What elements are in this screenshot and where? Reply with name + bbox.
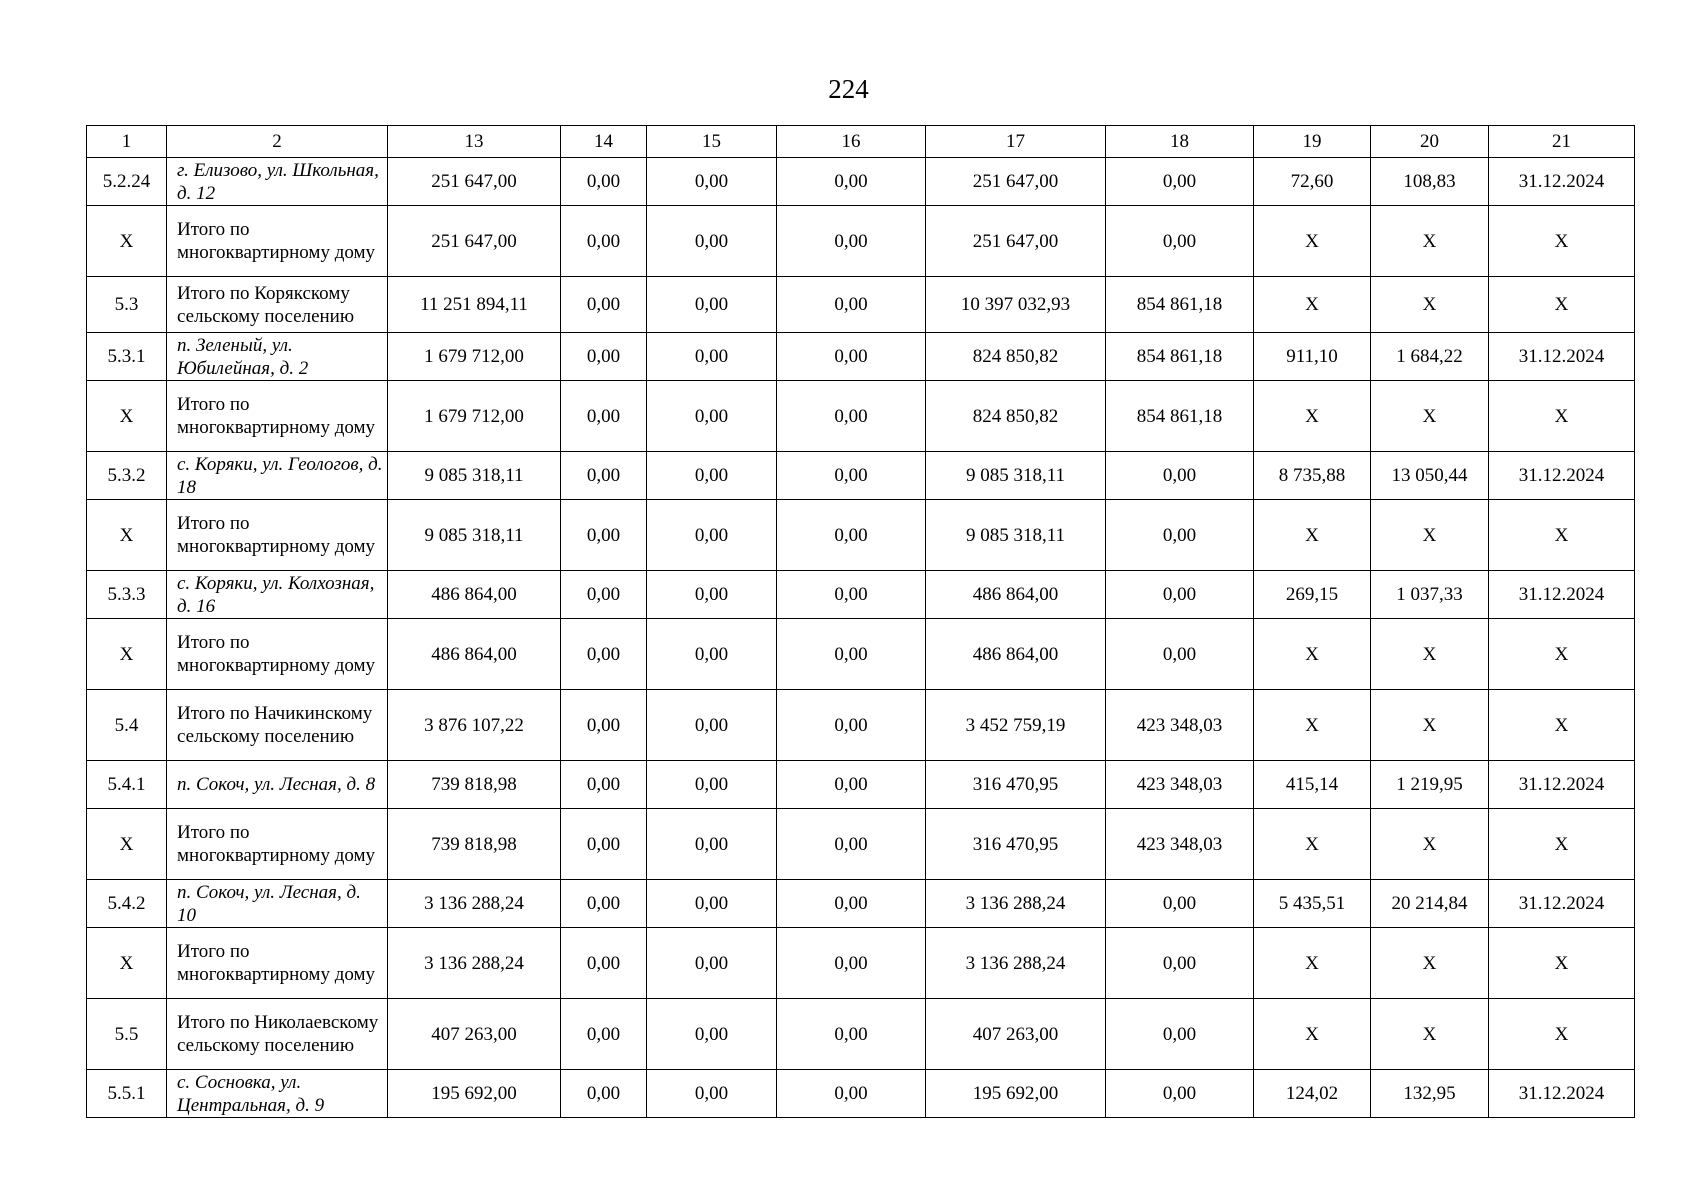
table-cell: Х	[1489, 381, 1635, 452]
table-cell: 0,00	[647, 158, 777, 206]
table-cell: 3 136 288,24	[388, 928, 561, 999]
table-body	[87, 158, 1635, 1118]
page-number: 224	[828, 74, 869, 104]
table-cell: 486 864,00	[388, 619, 561, 690]
column-header: 14	[561, 126, 647, 158]
table-cell: 423 348,03	[1106, 809, 1254, 880]
table-cell: 854 861,18	[1106, 381, 1254, 452]
table-cell: 31.12.2024	[1489, 452, 1635, 500]
table-cell: Х	[1371, 690, 1489, 761]
table-cell: Х	[1489, 999, 1635, 1070]
table-cell: 0,00	[561, 206, 647, 277]
table-row	[87, 761, 1635, 809]
table-cell: 0,00	[777, 158, 926, 206]
table-cell: Х	[1254, 999, 1371, 1070]
table-cell: 739 818,98	[388, 809, 561, 880]
table-cell: Х	[1254, 619, 1371, 690]
table-cell: 9 085 318,11	[926, 500, 1106, 571]
table-cell: 251 647,00	[388, 206, 561, 277]
table-cell: 0,00	[561, 571, 647, 619]
table-cell: 8 735,88	[1254, 452, 1371, 500]
table-row	[87, 277, 1635, 333]
table-cell: 251 647,00	[388, 158, 561, 206]
table-cell: 0,00	[647, 571, 777, 619]
row-number-cell: Х	[87, 500, 167, 571]
column-header: 16	[777, 126, 926, 158]
table-row	[87, 158, 1635, 206]
table-cell: 0,00	[777, 1070, 926, 1118]
row-number-cell: Х	[87, 619, 167, 690]
table-cell: 9 085 318,11	[388, 452, 561, 500]
table-cell: 0,00	[561, 333, 647, 381]
table-cell: 31.12.2024	[1489, 333, 1635, 381]
table-cell: 195 692,00	[926, 1070, 1106, 1118]
row-number-cell: 5.3	[87, 277, 167, 333]
table-cell: 0,00	[1106, 158, 1254, 206]
table-cell: 0,00	[647, 880, 777, 928]
address-cell: г. Елизово, ул. Школьная, д. 12	[167, 158, 388, 206]
table-cell: 0,00	[1106, 1070, 1254, 1118]
table-cell: 0,00	[647, 1070, 777, 1118]
table-cell: 13 050,44	[1371, 452, 1489, 500]
table-row	[87, 206, 1635, 277]
table-cell: 9 085 318,11	[926, 452, 1106, 500]
table-cell: Х	[1371, 500, 1489, 571]
row-number-cell: 5.3.2	[87, 452, 167, 500]
table-cell: 486 864,00	[388, 571, 561, 619]
table-cell: 486 864,00	[926, 619, 1106, 690]
table-cell: 0,00	[561, 277, 647, 333]
table-cell: 423 348,03	[1106, 761, 1254, 809]
table-cell: 316 470,95	[926, 809, 1106, 880]
table-cell: Х	[1489, 277, 1635, 333]
table-cell: 11 251 894,11	[388, 277, 561, 333]
table-cell: 20 214,84	[1371, 880, 1489, 928]
address-cell: п. Зеленый, ул. Юбилейная, д. 2	[167, 333, 388, 381]
table-cell: 0,00	[647, 500, 777, 571]
table-cell: 0,00	[561, 761, 647, 809]
column-header: 15	[647, 126, 777, 158]
table-cell: Х	[1489, 809, 1635, 880]
column-header: 19	[1254, 126, 1371, 158]
table-cell: Х	[1371, 999, 1489, 1070]
table-cell: 3 136 288,24	[926, 880, 1106, 928]
table-cell: 251 647,00	[926, 158, 1106, 206]
table-cell: 1 219,95	[1371, 761, 1489, 809]
table-row	[87, 571, 1635, 619]
table-cell: 0,00	[647, 999, 777, 1070]
table-cell: 132,95	[1371, 1070, 1489, 1118]
table-cell: 3 452 759,19	[926, 690, 1106, 761]
table-cell: Х	[1254, 928, 1371, 999]
table-cell: 0,00	[777, 277, 926, 333]
table-cell: 0,00	[777, 690, 926, 761]
table-cell: 0,00	[647, 761, 777, 809]
table-cell: 1 679 712,00	[388, 333, 561, 381]
table-cell: 0,00	[777, 999, 926, 1070]
table-cell: 0,00	[1106, 999, 1254, 1070]
table-row	[87, 880, 1635, 928]
table-cell: Х	[1254, 206, 1371, 277]
total-label-cell: Итого по многоквартирному дому	[167, 809, 388, 880]
table-cell: Х	[1371, 381, 1489, 452]
table-cell: 854 861,18	[1106, 277, 1254, 333]
column-header: 2	[167, 126, 388, 158]
address-cell: п. Сокоч, ул. Лесная, д. 10	[167, 880, 388, 928]
table-cell: 0,00	[777, 381, 926, 452]
table-row	[87, 809, 1635, 880]
total-label-cell: Итого по многоквартирному дому	[167, 381, 388, 452]
table-cell: 1 679 712,00	[388, 381, 561, 452]
table-cell: 0,00	[561, 1070, 647, 1118]
header-row	[87, 126, 1635, 158]
table-cell: 72,60	[1254, 158, 1371, 206]
row-number-cell: Х	[87, 381, 167, 452]
table-cell: Х	[1254, 690, 1371, 761]
total-label-cell: Итого по многоквартирному дому	[167, 619, 388, 690]
table-cell: Х	[1489, 690, 1635, 761]
table-cell: 0,00	[561, 381, 647, 452]
row-number-cell: Х	[87, 928, 167, 999]
table-cell: Х	[1254, 381, 1371, 452]
table-row	[87, 690, 1635, 761]
table-cell: 3 136 288,24	[926, 928, 1106, 999]
table-cell: 0,00	[561, 690, 647, 761]
table-cell: Х	[1489, 619, 1635, 690]
table-cell: 0,00	[777, 880, 926, 928]
table-cell: 0,00	[777, 571, 926, 619]
table-cell: 0,00	[1106, 571, 1254, 619]
total-label-cell: Итого по Начикинскому сельскому поселению	[167, 690, 388, 761]
table-cell: 0,00	[647, 277, 777, 333]
table-cell: 407 263,00	[926, 999, 1106, 1070]
table-cell: 415,14	[1254, 761, 1371, 809]
table-cell: 0,00	[647, 333, 777, 381]
column-header: 1	[87, 126, 167, 158]
table-cell: Х	[1489, 206, 1635, 277]
table-cell: 0,00	[1106, 619, 1254, 690]
table-cell: 0,00	[561, 928, 647, 999]
data-table	[86, 125, 1635, 1118]
table-cell: 0,00	[777, 452, 926, 500]
table-cell: 0,00	[561, 158, 647, 206]
table-cell: 739 818,98	[388, 761, 561, 809]
table-cell: 269,15	[1254, 571, 1371, 619]
address-cell: с. Сосновка, ул. Центральная, д. 9	[167, 1070, 388, 1118]
total-label-cell: Итого по многоквартирному дому	[167, 500, 388, 571]
table-cell: 423 348,03	[1106, 690, 1254, 761]
table-cell: 31.12.2024	[1489, 1070, 1635, 1118]
address-cell: с. Коряки, ул. Геологов, д. 18	[167, 452, 388, 500]
table-cell: 0,00	[647, 690, 777, 761]
table-cell: 0,00	[647, 452, 777, 500]
table-cell: 0,00	[561, 619, 647, 690]
table-cell: 316 470,95	[926, 761, 1106, 809]
column-header: 17	[926, 126, 1106, 158]
table-cell: Х	[1489, 928, 1635, 999]
table-cell: 3 136 288,24	[388, 880, 561, 928]
table-cell: 0,00	[777, 761, 926, 809]
table-row	[87, 452, 1635, 500]
table-cell: 0,00	[777, 619, 926, 690]
table-cell: Х	[1371, 206, 1489, 277]
table-row	[87, 500, 1635, 571]
table-cell: 251 647,00	[926, 206, 1106, 277]
table-cell: 0,00	[1106, 206, 1254, 277]
table-cell: 0,00	[777, 333, 926, 381]
column-header: 13	[388, 126, 561, 158]
table-cell: 0,00	[561, 999, 647, 1070]
table-cell: Х	[1489, 500, 1635, 571]
table-cell: 1 037,33	[1371, 571, 1489, 619]
total-label-cell: Итого по многоквартирному дому	[167, 206, 388, 277]
table-cell: 0,00	[1106, 880, 1254, 928]
table-row	[87, 333, 1635, 381]
row-number-cell: 5.4.2	[87, 880, 167, 928]
table-cell: 195 692,00	[388, 1070, 561, 1118]
table-cell: 10 397 032,93	[926, 277, 1106, 333]
table-cell: 31.12.2024	[1489, 761, 1635, 809]
table-cell: 486 864,00	[926, 571, 1106, 619]
table-cell: 0,00	[647, 809, 777, 880]
table-cell: 124,02	[1254, 1070, 1371, 1118]
address-cell: п. Сокоч, ул. Лесная, д. 8	[167, 761, 388, 809]
table-row	[87, 999, 1635, 1070]
table-cell: 31.12.2024	[1489, 571, 1635, 619]
table-cell: 0,00	[777, 206, 926, 277]
table-cell: 0,00	[561, 880, 647, 928]
table-cell: 1 684,22	[1371, 333, 1489, 381]
table-cell: 31.12.2024	[1489, 158, 1635, 206]
table-cell: Х	[1371, 928, 1489, 999]
total-label-cell: Итого по многоквартирному дому	[167, 928, 388, 999]
row-number-cell: 5.5	[87, 999, 167, 1070]
column-header: 18	[1106, 126, 1254, 158]
row-number-cell: 5.5.1	[87, 1070, 167, 1118]
row-number-cell: 5.3.1	[87, 333, 167, 381]
table-row	[87, 1070, 1635, 1118]
address-cell: с. Коряки, ул. Колхозная, д. 16	[167, 571, 388, 619]
column-header: 20	[1371, 126, 1489, 158]
table-cell: 0,00	[647, 619, 777, 690]
table-cell: 0,00	[1106, 500, 1254, 571]
row-number-cell: Х	[87, 206, 167, 277]
table-cell: 407 263,00	[388, 999, 561, 1070]
table-cell: Х	[1254, 277, 1371, 333]
table-cell: 0,00	[561, 500, 647, 571]
row-number-cell: 5.4.1	[87, 761, 167, 809]
table-cell: 0,00	[777, 809, 926, 880]
total-label-cell: Итого по Корякскому сельскому поселению	[167, 277, 388, 333]
row-number-cell: 5.2.24	[87, 158, 167, 206]
table-cell: 0,00	[1106, 928, 1254, 999]
table-cell: 0,00	[561, 452, 647, 500]
table-cell: Х	[1371, 277, 1489, 333]
table-cell: 3 876 107,22	[388, 690, 561, 761]
table-cell: 0,00	[777, 500, 926, 571]
table-cell: 0,00	[647, 206, 777, 277]
table-cell: 9 085 318,11	[388, 500, 561, 571]
table-row	[87, 619, 1635, 690]
table-cell: 0,00	[647, 928, 777, 999]
table-cell: 5 435,51	[1254, 880, 1371, 928]
table-cell: Х	[1371, 619, 1489, 690]
row-number-cell: 5.4	[87, 690, 167, 761]
table-cell: 824 850,82	[926, 333, 1106, 381]
table-cell: 0,00	[777, 928, 926, 999]
table-cell: Х	[1254, 500, 1371, 571]
table-cell: 108,83	[1371, 158, 1489, 206]
table-row	[87, 928, 1635, 999]
table-cell: 854 861,18	[1106, 333, 1254, 381]
row-number-cell: 5.3.3	[87, 571, 167, 619]
table-cell: 824 850,82	[926, 381, 1106, 452]
row-number-cell: Х	[87, 809, 167, 880]
total-label-cell: Итого по Николаевскому сельскому поселению	[167, 999, 388, 1070]
table-cell: 0,00	[647, 381, 777, 452]
table-cell: 0,00	[561, 809, 647, 880]
table-cell: 0,00	[1106, 452, 1254, 500]
column-header: 21	[1489, 126, 1635, 158]
table-cell: 31.12.2024	[1489, 880, 1635, 928]
table-cell: Х	[1254, 809, 1371, 880]
table-row	[87, 381, 1635, 452]
table-cell: Х	[1371, 809, 1489, 880]
table-cell: 911,10	[1254, 333, 1371, 381]
